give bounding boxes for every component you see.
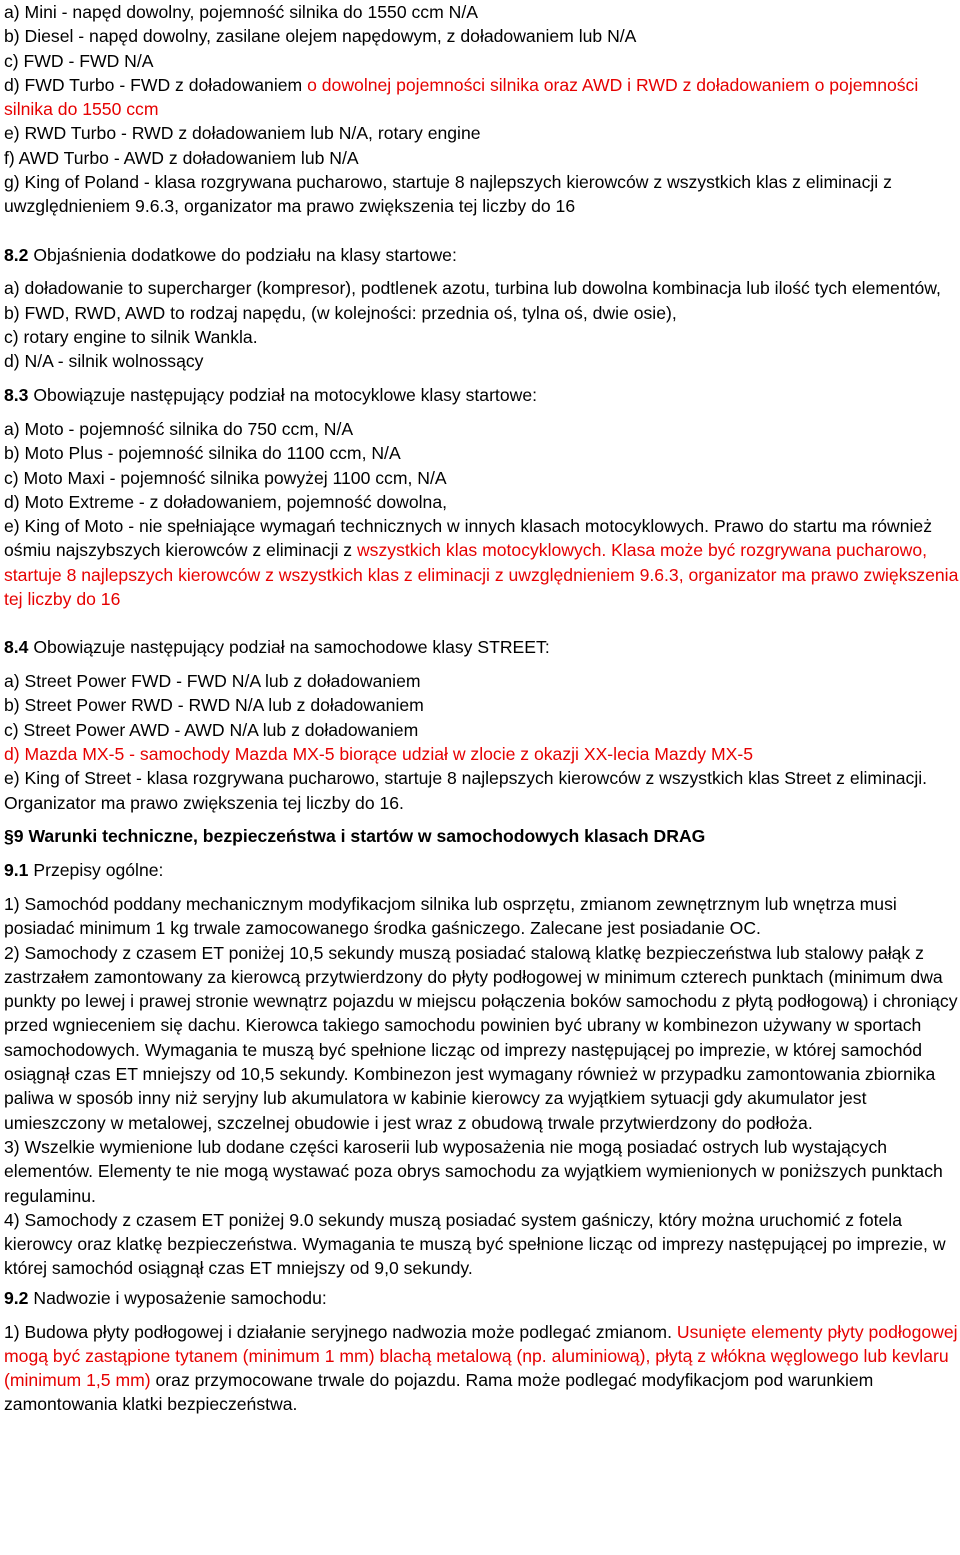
section-title: Obowiązuje następujący podział na motocyklowe klasy startowe: <box>28 385 537 406</box>
moto-class-item-king <box>4 514 960 611</box>
street-class-item-mazda: d) Mazda MX-5 - samochody Mazda MX-5 biorące udział w zlocie z okazji XX-lecia Mazdy MX-5 <box>4 744 753 765</box>
section-title: Obowiązuje następujący podział na samochodowe klasy STREET: <box>28 637 550 658</box>
section-8-2-heading <box>4 243 960 267</box>
section-8-3-heading <box>4 383 960 407</box>
section-number: 9.1 <box>4 860 29 881</box>
street-class-item: b) Street Power RWD - RWD N/A lub z doładowaniem <box>4 695 424 716</box>
class-item-fwd-turbo-text: d) FWD Turbo - FWD z doładowaniem <box>4 74 308 95</box>
rule-amendment: Usunięte elementy płyty podłogowej mogą być zastąpione tytanem (minimum 1 mm) blachą metalową (np. aluminiową), płytą z włókna węglowego lub kevlaru (minimum 1,5 mm) <box>4 1321 958 1391</box>
rule-paragraph: 4) Samochody z czasem ET poniżej 9.0 sekundy muszą posiadać system gaśniczy, który można uruchomić z fotela kierowcy oraz klatkę bezpieczeństwa. Wymagania te muszą być spełnione licząc od imprezy następującej po imprezie, w której samochód osiągnął czas ET mniejszy od 9,0 sekundy. <box>4 1209 946 1279</box>
rule-text-end: oraz przymocowane trwale do pojazdu. Rama może podlegać modyfikacjom pod warunkiem zamontowania klatki bezpieczeństwa. <box>4 1370 874 1415</box>
note-item: c) rotary engine to silnik Wankla. <box>4 327 258 348</box>
class-item-fwd: c) FWD - FWD N/A <box>4 50 154 71</box>
rule-paragraph: 3) Wszelkie wymienione lub dodane części karoserii lub wyposażenia nie mogą posiadać ostrych lub wystających elementów. Elementy te nie mogą wystawać poza obrys samochodu za wyjątkiem wymienionych w poniższych punktach regulaminu. <box>4 1136 943 1206</box>
note-item: d) N/A - silnik wolnossący <box>4 351 204 372</box>
class-item-mini: a) Mini - napęd dowolny, pojemność silnika do 1550 ccm N/A <box>4 2 478 22</box>
class-item-fwd-turbo <box>4 73 960 122</box>
rule-paragraph <box>4 1320 960 1417</box>
note-item: a) doładowanie to supercharger (kompresor), podtlenek azotu, turbina lub dowolna kombinacja lub ilość tych elementów, <box>4 278 941 299</box>
note-item: b) FWD, RWD, AWD to rodzaj napędu, (w kolejności: przednia oś, tylna oś, dwie osie), <box>4 302 677 323</box>
section-8-4-heading <box>4 635 960 659</box>
street-class-item: c) Street Power AWD - AWD N/A lub z doładowaniem <box>4 719 419 740</box>
moto-class-king-text: e) King of Moto - nie spełniające wymagań technicznych w innych klasach motocyklowych. Prawo do startu ma również ośmiu najszybszych kierowców z eliminacji z <box>4 516 933 561</box>
section-title: Przepisy ogólne: <box>28 860 164 881</box>
section-number: 8.3 <box>4 385 29 406</box>
moto-class-item: a) Moto - pojemność silnika do 750 ccm, N/A <box>4 418 354 439</box>
section-9-2-heading <box>4 1286 960 1310</box>
section-number: 8.2 <box>4 244 29 265</box>
section-number: 8.4 <box>4 637 29 658</box>
class-item-diesel: b) Diesel - napęd dowolny, zasilane olejem napędowym, z doładowaniem lub N/A <box>4 26 637 47</box>
street-class-item: a) Street Power FWD - FWD N/A lub z doładowaniem <box>4 671 421 692</box>
class-item-king-of-poland: g) King of Poland - klasa rozgrywana pucharowo, startuje 8 najlepszych kierowców z wszystkich klas z eliminacji z uwzględnieniem 9.6.3, organizator ma prawo zwiększenia tej liczby do 16 <box>4 172 892 217</box>
class-item-fwd-turbo-amendment: o dowolnej pojemności silnika oraz AWD i RWD z doładowaniem o pojemności silnika do 1550 ccm <box>4 74 919 120</box>
moto-class-item: d) Moto Extreme - z doładowaniem, pojemność dowolna, <box>4 491 447 512</box>
rule-paragraph: 2) Samochody z czasem ET poniżej 10,5 sekundy muszą posiadać stalową klatkę bezpieczeństwa lub stalowy pałąk z zastrzałem zamontowany za kierowcą przytwierdzony do płyty podłogowej w minimum czterech punktach (minimum dwa punkty po lewej i prawej stronie wewnątrz pojazdu w miejscu połączenia boków samochodu z płytą podłogową) i chroniący przed wgnieceniem się dachu. Kierowca takiego samochodu powinien być ubrany w kombinezon używany w sportach samochodowych. Wymagania te muszą być spełnione licząc od imprezy następującej po imprezie, w której samochód osiągnął czas ET mniejszy od 10,5 sekundy. Kombinezon jest wymagany również w przypadku zamontowania zbiornika paliwa w sposób inny niż seryjny lub akumulatora w kabinie kierowcy za wyjątkiem sytuacji gdy akumulator jest umieszczony w metalowej, szczelnej obudowie i jest wraz z obudową trwale przytwierdzony do podłoża. <box>4 942 958 1133</box>
moto-class-king-amendment: wszystkich klas motocyklowych. Klasa może być rozgrywana pucharowo, startuje 8 najlepszych kierowców z wszystkich klas z eliminacji z uwzględnieniem 9.6.3, organizator ma prawo zwiększenia tej liczby do 16 <box>4 540 959 610</box>
section-9-1-heading <box>4 858 960 882</box>
class-item-rwd-turbo: e) RWD Turbo - RWD z doładowaniem lub N/A, rotary engine <box>4 123 481 144</box>
class-item-awd-turbo: f) AWD Turbo - AWD z doładowaniem lub N/A <box>4 147 359 168</box>
section-9-heading: §9 Warunki techniczne, bezpieczeństwa i startów w samochodowych klasach DRAG <box>4 826 706 847</box>
rule-paragraph: 1) Samochód poddany mechanicznym modyfikacjom silnika lub osprzętu, zmianom zewnętrznym lub wnętrza musi posiadać minimum 1 kg trwale zamocowanego środka gaśniczego. Zalecane jest posiadanie OC. <box>4 894 897 939</box>
street-class-item-king: e) King of Street - klasa rozgrywana pucharowo, startuje 8 najlepszych kierowców z wszystkich klas Street z eliminacji. Organizator ma prawo zwiększenia tej liczby do 16. <box>4 768 928 813</box>
moto-class-item: c) Moto Maxi - pojemność silnika powyżej 1100 ccm, N/A <box>4 467 447 488</box>
section-title: Nadwozie i wyposażenie samochodu: <box>28 1287 327 1308</box>
moto-class-item: b) Moto Plus - pojemność silnika do 1100 ccm, N/A <box>4 443 401 464</box>
section-number: 9.2 <box>4 1287 29 1308</box>
rule-text: 1) Budowa płyty podłogowej i działanie seryjnego nadwozia może podlegać zmianom. <box>4 1321 677 1342</box>
section-title: Objaśnienia dodatkowe do podziału na klasy startowe: <box>28 244 457 265</box>
